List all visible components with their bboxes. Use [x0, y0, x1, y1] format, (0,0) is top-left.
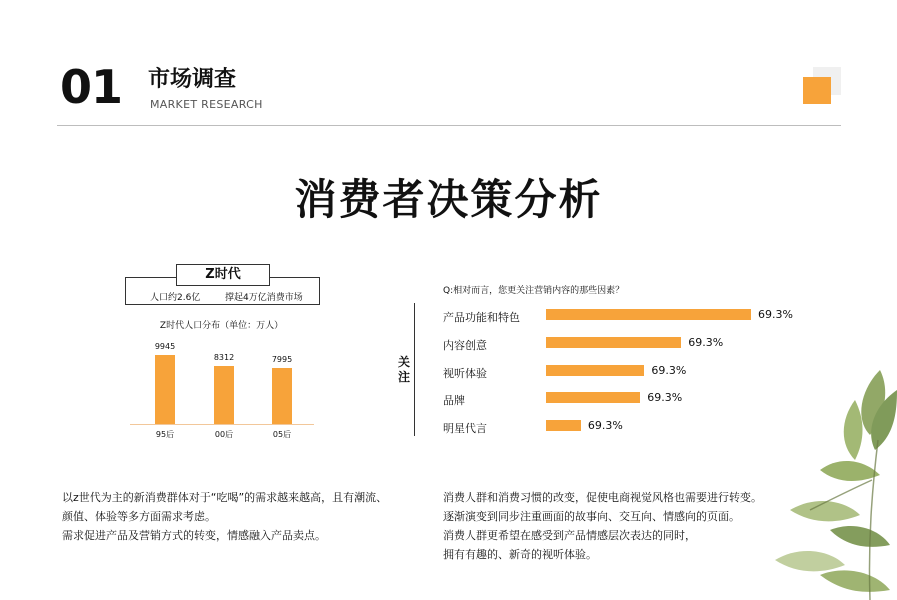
paragraph-line: 逐渐演变到同步注重画面的故事向、交互向、情感向的页面。	[443, 510, 740, 523]
paragraph-line: 需求促进产品及营销方式的转变，情感融入产品卖点。	[62, 529, 326, 542]
paragraph-line: 拥有有趣的、新奇的视听体验。	[443, 548, 597, 561]
decor-orange-square	[803, 77, 831, 104]
factor-label: 内容创意	[443, 339, 487, 352]
focus-label: 关注	[398, 355, 411, 384]
page-title: 消费者决策分析	[294, 175, 603, 224]
factor-label: 明星代言	[443, 422, 487, 435]
population-category-00: 00后	[214, 430, 234, 439]
population-category-95: 95后	[155, 430, 175, 439]
population-category-05: 05后	[272, 430, 292, 439]
factor-label: 视听体验	[443, 367, 487, 380]
factor-bar	[546, 309, 751, 320]
factor-bar	[546, 392, 640, 403]
factor-bar	[546, 337, 681, 348]
factor-value: 69.3%	[758, 308, 793, 321]
section-title: 市场调查	[148, 67, 237, 92]
paragraph-line: 颜值、体验等多方面需求考虑。	[62, 510, 216, 523]
factor-value: 69.3%	[647, 391, 683, 404]
plant-decoration-icon	[760, 360, 897, 600]
bottom-left-paragraph	[62, 488, 422, 545]
population-bar-00	[214, 366, 234, 424]
factor-value: 69.3%	[651, 364, 687, 377]
population-bar-95	[155, 355, 175, 424]
section-number: 01	[60, 60, 123, 114]
population-value-95: 9945	[154, 341, 176, 351]
factor-bar	[546, 365, 644, 376]
section-subtitle: MARKET RESEARCH	[150, 98, 263, 111]
population-chart-title: Z时代人口分布（单位：万人）	[159, 321, 284, 331]
survey-question: Q:相对而言，您更关注营销内容的那些因素？	[443, 286, 625, 296]
population-value-05: 7995	[271, 355, 293, 365]
z-generation-tag: Z时代	[176, 264, 270, 286]
paragraph-line: 消费人群更希望在感受到产品情感层次表达的同时，	[443, 529, 696, 542]
factor-bar	[546, 420, 581, 431]
paragraph-line: 消费人群和消费习惯的改变，促使电商视觉风格也需要进行转变。	[443, 491, 762, 504]
z-population-text: 人口约2.6亿	[150, 293, 201, 303]
paragraph-line: 以z世代为主的新消费群体对于“吃喝”的需求越来越高，且有潮流、	[62, 491, 388, 504]
factor-label: 产品功能和特色	[443, 311, 520, 324]
factor-value: 69.3%	[688, 336, 724, 349]
header-divider	[57, 125, 841, 126]
bottom-right-paragraph	[443, 488, 803, 564]
population-bar-05	[272, 368, 292, 424]
z-market-text: 撑起4万亿消费市场	[225, 293, 303, 303]
population-value-00: 8312	[213, 353, 235, 363]
population-chart-axis	[130, 424, 314, 425]
factor-label: 品牌	[443, 394, 465, 407]
focus-divider	[414, 303, 415, 436]
factor-value: 69.3%	[587, 419, 623, 432]
